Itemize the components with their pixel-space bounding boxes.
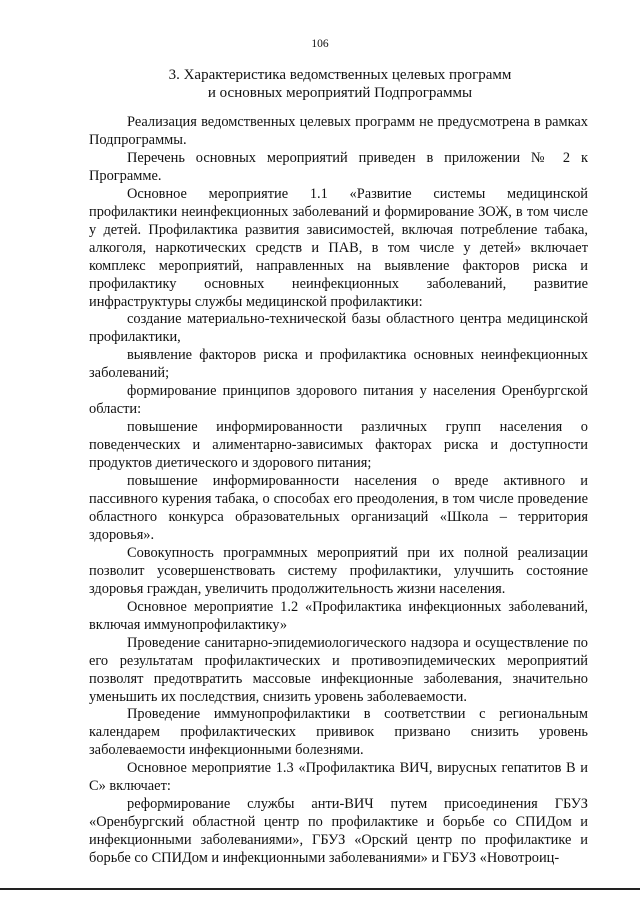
paragraph: создание материально-технической базы областного центра медицинской профилактики, [89,311,588,346]
section-heading-line-2: и основных мероприятий Подпрограммы [207,85,473,101]
paragraph: Проведение санитарно-эпидемиологического надзора и осуществление по его результатам профилактических и противоэпидемических мероприятий позволят предотвратить массовые инфекционные заболевания, значительно уменьшить их последствия, снизить уровень заболеваемости. [89,634,588,705]
paragraph: Реализация ведомственных целевых программ не предусмотрена в рамках Подпрограммы. [89,114,588,148]
section-heading-line-1: 3. Характеристика ведомственных целевых программ [168,67,512,83]
paragraph: реформирование службы анти-ВИЧ путем присоединения ГБУЗ «Оренбургский областной центр по профилактике и борьбе со СПИДом и инфекционными заболеваниями», ГБУЗ «Орский центр по профилактике и борьбе со СПИДом и инфекционными заболеваниями» и ГБУЗ «Новотроиц- [89,796,588,867]
paragraph: повышение информированности различных групп населения о поведенческих и алиментарно-зависимых факторах риска и доступности продуктов диетического и здорового питания; [89,419,588,472]
paragraph: Основное мероприятие 1.3 «Профилактика ВИЧ, вирусных гепатитов В и С» включает: [89,760,588,795]
section-heading [90,66,590,102]
paragraph: Совокупность программных мероприятий при их полной реализации позволит усовершенствовать систему профилактики, улучшить состояние здоровья граждан, увеличить продолжительность жизни населения. [89,544,588,597]
page-bottom-rule [0,888,640,890]
page-number: 106 [311,38,329,50]
paragraph: Перечень основных мероприятий приведен в приложении № 2 к Программе. [89,149,588,184]
paragraph: повышение информированности населения о вреде активного и пассивного курения табака, о способах его преодоления, в том числе проведение областного конкурса образовательных организаций «Школа – территория здоровья». [89,473,588,543]
paragraph: Основное мероприятие 1.2 «Профилактика инфекционных заболеваний, включая иммунопрофилактику» [89,598,588,633]
body-text [89,114,588,868]
paragraph: формирование принципов здорового питания у населения Оренбургской области: [89,383,588,418]
paragraph: выявление факторов риска и профилактика основных неинфекционных заболеваний; [89,347,588,382]
paragraph: Проведение иммунопрофилактики в соответствии с региональным календарем профилактических прививок призвано снизить уровень заболеваемости инфекционными болезнями. [89,706,588,759]
paragraph: Основное мероприятие 1.1 «Развитие системы медицинской профилактики неинфекционных заболеваний и формирование ЗОЖ, в том числе у детей. Профилактика развития зависимостей, включая потребление табака, алкоголя, наркотических средств и ПАВ, в том числе у детей» включает комплекс мероприятий, направленных на выявление факторов риска и профилактику основных неинфекционных заболеваний, развитие инфраструктуры службы медицинской профилактики: [89,185,588,310]
